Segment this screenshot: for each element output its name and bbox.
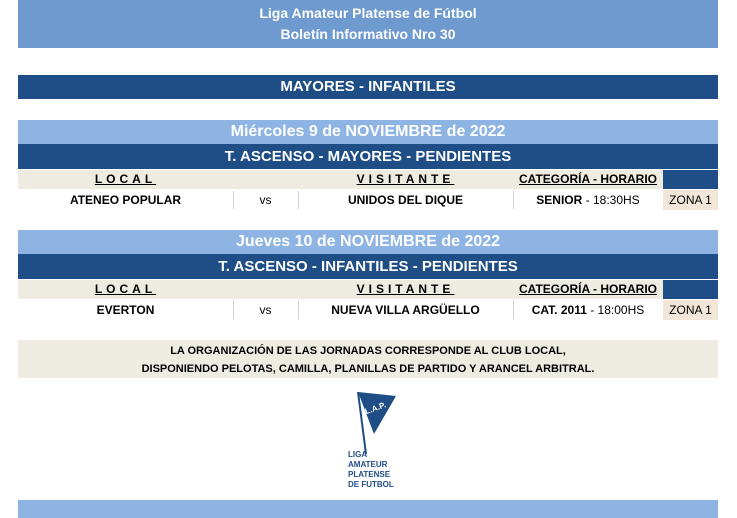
logo-line-4: DE FUTBOL	[348, 480, 394, 489]
time: - 18:00HS	[586, 303, 645, 317]
visiting-team: NUEVA VILLA ARGÜELLO	[331, 303, 480, 317]
header-filler	[663, 170, 718, 189]
column-categoria: CATEGORÍA - HORARIO	[519, 282, 657, 296]
column-visitante: VISITANTE	[356, 172, 455, 186]
category: SENIOR	[536, 193, 583, 207]
match-date: Jueves 10 de NOVIEMBRE de 2022	[18, 230, 718, 254]
column-visitante: VISITANTE	[356, 282, 455, 296]
bulletin-number: Boletín Informativo Nro 30	[280, 26, 456, 42]
footer-bar	[18, 500, 718, 518]
zona-badge: ZONA 1	[663, 300, 718, 320]
logo-line-1: LIGA	[348, 450, 368, 459]
column-header-row	[18, 170, 663, 189]
section-title: MAYORES - INFANTILES	[18, 75, 718, 99]
column-header-row	[18, 280, 663, 299]
column-categoria: CATEGORÍA - HORARIO	[519, 172, 657, 186]
match-row	[18, 190, 718, 210]
tournament-title: T. ASCENSO - INFANTILES - PENDIENTES	[18, 254, 718, 279]
organization-note	[18, 340, 718, 378]
logo-caption	[348, 450, 394, 490]
category-time	[513, 190, 663, 210]
category-time	[513, 300, 663, 320]
column-local: LOCAL	[94, 172, 157, 186]
vs-label: vs	[259, 303, 272, 317]
local-team: ATENEO POPULAR	[69, 193, 182, 207]
visiting-team: UNIDOS DEL DIQUE	[347, 193, 464, 207]
header-filler	[663, 280, 718, 299]
flag-text: L.A.P.	[363, 400, 388, 417]
note-line-1: LA ORGANIZACIÓN DE LAS JORNADAS CORRESPONDE AL CLUB LOCAL,	[170, 345, 566, 357]
logo-line-2: AMATEUR	[348, 460, 388, 469]
bulletin-header	[18, 0, 718, 48]
match-row	[18, 300, 718, 320]
vs-label: vs	[259, 193, 272, 207]
time: - 18:30HS	[582, 193, 640, 207]
league-name: Liga Amateur Platense de Fútbol	[259, 5, 477, 21]
tournament-title: T. ASCENSO - MAYORES - PENDIENTES	[18, 144, 718, 169]
category: CAT. 2011	[531, 303, 587, 317]
zona-badge: ZONA 1	[663, 190, 718, 210]
note-line-2: DISPONIENDO PELOTAS, CAMILLA, PLANILLAS DE PARTIDO Y ARANCEL ARBITRAL.	[141, 363, 595, 375]
column-local: LOCAL	[94, 282, 157, 296]
local-team: EVERTON	[96, 303, 155, 317]
logo-line-3: PLATENSE	[348, 470, 391, 479]
match-date: Miércoles 9 de NOVIEMBRE de 2022	[18, 120, 718, 144]
